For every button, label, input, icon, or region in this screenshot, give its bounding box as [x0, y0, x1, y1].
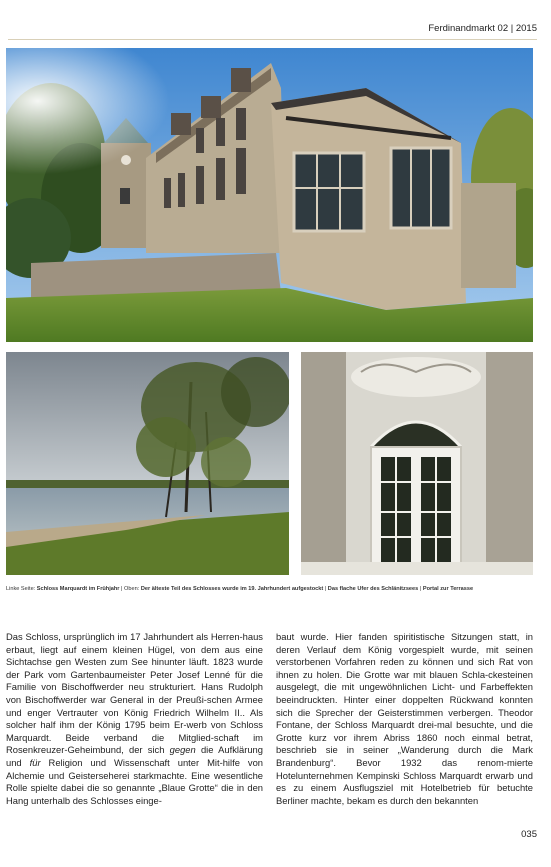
- article-column-right: [276, 631, 533, 807]
- castle-photo: [6, 48, 533, 342]
- page-number: 035: [521, 829, 537, 840]
- running-header: [8, 23, 537, 40]
- article-paragraph-left: Das Schloss, ursprünglich im 17 Jahrhundert als Herren-haus erbaut, liegt auf einem kleinen Hügel, von dem aus eine Sichtachse gen Westen zum See hinunter läuft. 1823 wurde der Park vom Gartenbaumeister Peter Josef Lenné für die Familie von Bischoffwerder neu strukturiert. Hans Rudolph von Bischoffwerder war General in der Preußi-schen Armee und enger Vertrauter von König Friedrich Wilhelm II.. Als solcher half ihm der König 1795 beim Er-werb von Schloss Marquardt. Beide verband die Mitglied-schaft im Rosenkreuzer-Geheimbund, der sich gegen die Aufklärung und für Religion und Wissenschaft unter Mit-hilfe von Alchemie und Geisterseherei starkmachte. Eine wesentliche Rolle spielte dabei die so genannte „Blaue Grotte“ die in den Hang unterhalb des Schlosses einge-: [6, 631, 263, 806]
- lake-photo: [6, 352, 289, 575]
- article-paragraph-right: baut wurde. Hier fanden spiritistische Sitzungen statt, in deren Verlauf dem König vorgespielt wurde, mit seinen verstorbenen Vorfahren reden zu können und sich Rat von ihnen zu holen. Die Grotte war mit blauen Schla-ckesteinen ausgelegt, die mit ungewöhnlichen Licht- und Farbeffekten beeindruckten. Hinter einer doppelten Rückwand konnten sich die Sprecher der Geisterstimmen verbergen. Theodor Fontane, der Schloss Marquardt drei-mal besuchte, und die Grotte kurz vor ihrem Abriss 1860 noch einmal betrat, beschrieb sie in seiner „Wanderung durch die Mark Brandenburg“. Bevor 1932 das renom-mierte Hotelunternehmen Kempinski Schloss Marquardt erwarb und es zu einem Ausflugsziel mit Hotelbetrieb für betuchte Berliner machte, bekam es durch den bekannten: [276, 631, 533, 806]
- terrace-portal-photo: [301, 352, 533, 575]
- article-column-left: [6, 631, 263, 807]
- issue-label: Ferdinandmarkt 02 | 2015: [428, 23, 537, 34]
- photo-caption: Linke Seite: Schloss Marquardt im Frühjahr | Oben: Der älteste Teil des Schlosses wurde im 19. Jahrhundert aufgestockt | Das flache Ufer des Schlänitzsees | Portal zur Terrasse: [6, 586, 474, 592]
